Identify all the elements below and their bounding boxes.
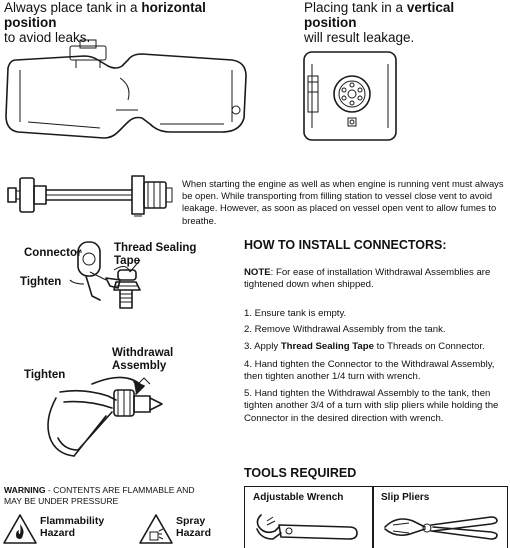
install-step-2: 2. Remove Withdrawal Assembly from the tank.	[244, 324, 446, 335]
vent-assembly-illustration	[6, 172, 180, 220]
install-step-4: 4. Hand tighten the Connector to the Withdrawal Assembly, then tighten another 1/4 turn with wrench.	[244, 359, 495, 383]
flammability-hazard-label: Flammability Hazard	[40, 515, 105, 539]
install-step-3: 3. Apply Thread Sealing Tape to Threads on Connector.	[244, 341, 485, 352]
connector-tighten-label: Tighten	[20, 276, 62, 288]
install-step-5: 5. Hand tighten the Withdrawal Assembly to the tank, then tighten another 3/4 of a turn with slip pliers while holding the Connector in the desired direction with wrench.	[244, 388, 499, 424]
warning-text: WARNING - CONTENTS ARE FLAMMABLE AND MAY BE UNDER PRESSURE	[4, 485, 195, 507]
flammability-hazard-icon	[2, 512, 38, 546]
connector-label: Connector	[24, 247, 82, 259]
slip-pliers-icon	[379, 507, 503, 547]
adjustable-wrench-icon	[253, 507, 365, 547]
vertical-position-note: Placing tank in a vertical position will result leakage.	[304, 0, 455, 46]
vent-instruction-note: When starting the engine as well as when engine is running vent must always be open. While transporting from filling station to vessel close vent to avoid leakage. However, as soon as placed on vessel open vent to allow fumes to breathe.	[182, 178, 504, 226]
thread-sealing-tape-label: Thread Sealing Tape	[114, 242, 197, 267]
vertical-tank-illustration	[296, 46, 406, 146]
withdrawal-assembly-label: Withdrawal Assembly	[112, 347, 174, 372]
horizontal-position-note: Always place tank in a horizontal position to aviod leaks.	[4, 0, 206, 46]
adjustable-wrench-panel	[244, 486, 374, 548]
withdrawal-tighten-label: Tighten	[24, 369, 66, 381]
tools-heading: TOOLS REQUIRED	[244, 466, 357, 480]
slip-pliers-panel	[372, 486, 508, 548]
install-note: NOTE: For ease of installation Withdrawal Assemblies are tightened down when shipped.	[244, 267, 491, 291]
withdrawal-assembly-illustration	[30, 364, 170, 464]
install-heading: HOW TO INSTALL CONNECTORS:	[244, 238, 447, 252]
install-step-1: 1. Ensure tank is empty.	[244, 308, 347, 319]
slip-pliers-label: Slip Pliers	[381, 492, 430, 503]
connector-illustration	[66, 236, 176, 318]
spray-hazard-icon	[138, 512, 174, 546]
spray-hazard-label: Spray Hazard	[176, 515, 212, 539]
adjustable-wrench-label: Adjustable Wrench	[253, 492, 344, 503]
horizontal-tank-illustration	[0, 38, 252, 148]
